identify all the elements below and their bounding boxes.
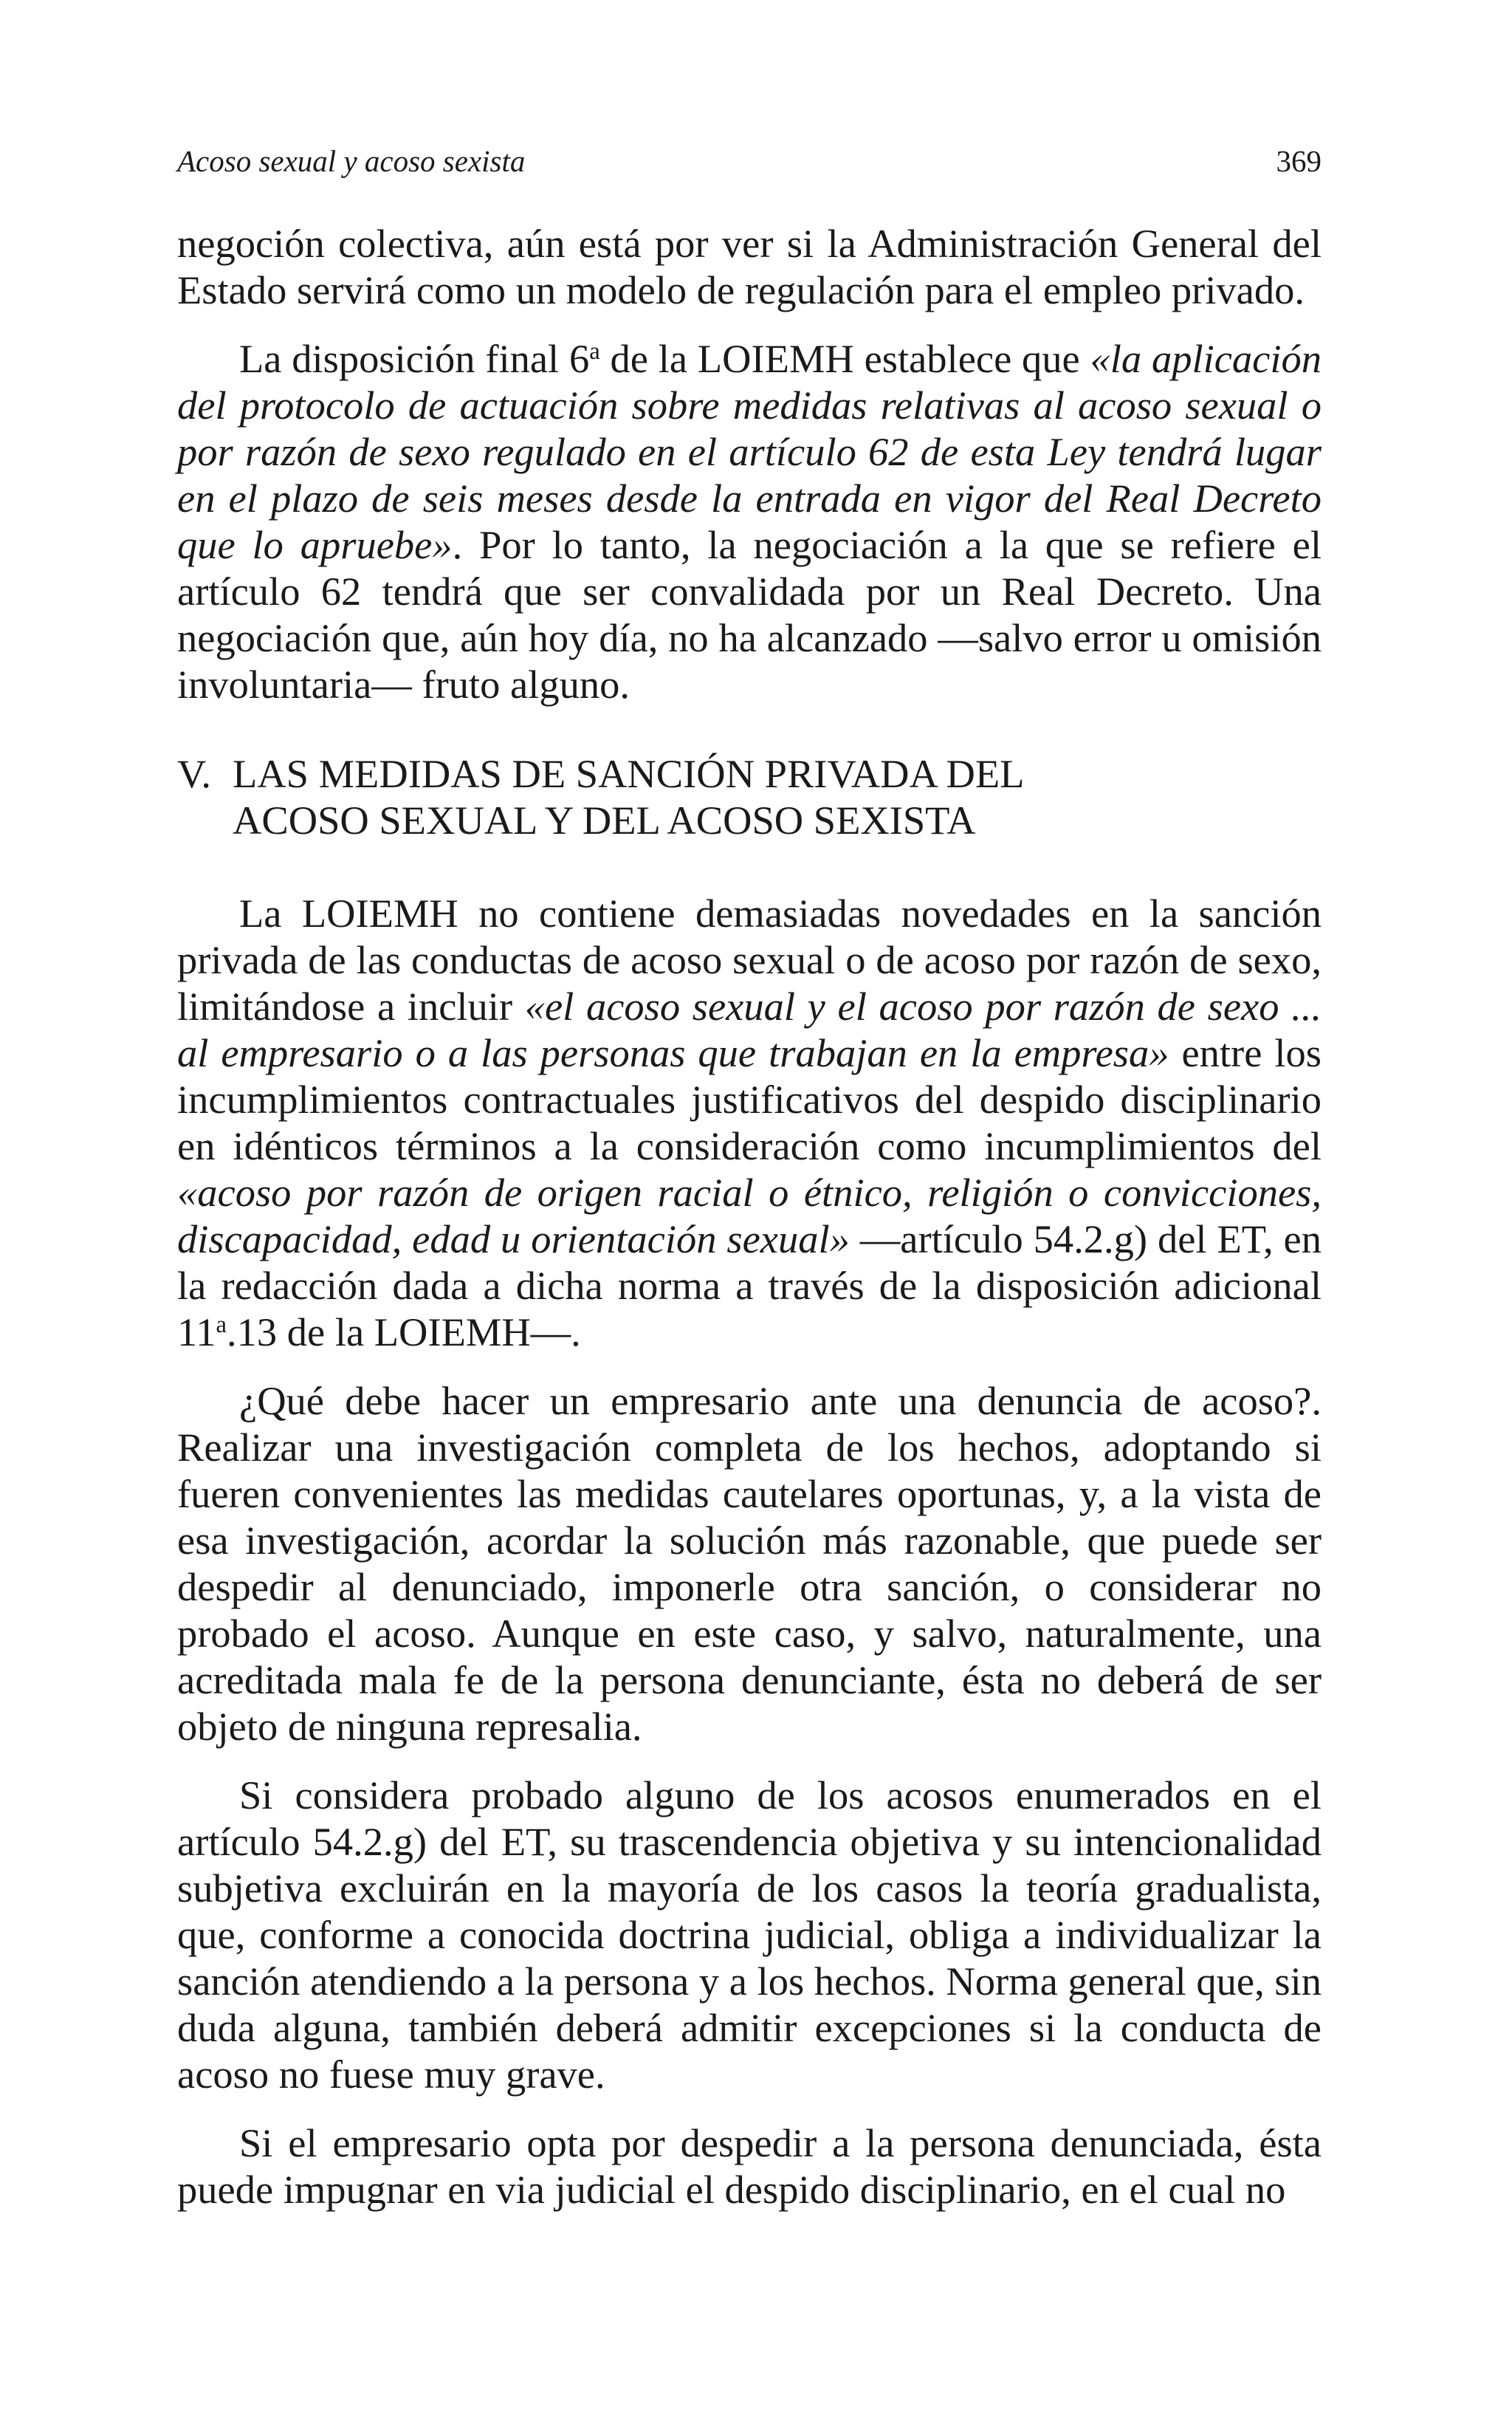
text-run: .13 de la LOIEMH—. (227, 1309, 581, 1354)
running-header (177, 139, 1322, 183)
text-run: de la LOIEMH establece que (599, 336, 1090, 381)
superscript: a (589, 338, 600, 366)
quotation: «la aplicación del protocolo de actuación sobre medidas relativas al acoso sexual o por razón de sexo regulado en el artículo 62 de esta Ley tendrá lugar en el plazo de seis meses desde la entrada en vigor del Real Decreto que lo apruebe» (177, 336, 1322, 567)
running-title: Acoso sexual y acoso sexista (177, 144, 526, 178)
page-body (177, 220, 1322, 2235)
paragraph-despido: Si el empresario opta por despedir a la persona denunciada, ésta puede impugnar en via judicial el despido disciplinario, en el cual no (177, 2120, 1322, 2212)
paragraph-disposicion-final (177, 335, 1322, 708)
text-run: . Por lo tanto, la negociación a la que se refiere el artículo 62 tendrá que ser convalidada por un Real Decreto. Una negociación que, aún hoy día, no ha alcanzado —salvo error u omisión involuntaria— fruto alguno. (177, 522, 1322, 707)
quotation: «el acoso sexual y el acoso por razón de sexo ... al empresario o a las personas que trabajan en la empresa» (177, 984, 1322, 1075)
quotation: «acoso por razón de origen racial o étnico, religión o convicciones, discapacidad, edad u orientación sexual» (177, 1170, 1322, 1261)
page-number: 369 (1276, 144, 1322, 178)
section-title: LAS MEDIDAS DE SANCIÓN PRIVADA DEL ACOSO SEXUAL Y DEL ACOSO SEXISTA (233, 751, 1023, 843)
section-heading (177, 750, 1322, 843)
text-run: La disposición final 6 (239, 336, 590, 381)
paragraph-continuation: negoción colectiva, aún está por ver si la Administración General del Estado servirá como un modelo de regulación para el empleo privado. (177, 221, 1322, 312)
paragraph-empresario-denuncia: ¿Qué debe hacer un empresario ante una denuncia de acoso?. Realizar una investigación completa de los hechos, adoptando si fueren convenientes las medidas cautelares oportunas, y, a la vista de esa investigación, acordar la solución más razonable, que puede ser despedir al denunciado, imponerle otra sanción, o considerar no probado el acoso. Aunque en este caso, y salvo, naturalmente, una acreditada mala fe de la persona denunciante, ésta no deberá de ser objeto de ninguna represalia. (177, 1378, 1322, 1749)
superscript: a (216, 1312, 227, 1339)
text-run: entre los incumplimientos contractuales justificativos del despido disciplinario en idénticos términos a la consideración como incumplimientos del (177, 1030, 1322, 1168)
text-run: —artículo 54.2.g) del ET, en la redacción dada a dicha norma a través de la disposición adicional 11 (177, 1216, 1322, 1354)
paragraph-loiemh-sancion (177, 890, 1322, 1355)
section-number: V. (177, 751, 211, 796)
paragraph-teoria-gradualista: Si considera probado alguno de los acosos enumerados en el artículo 54.2.g) del ET, su trascendencia objetiva y su intencionalidad subjetiva excluirán en la mayoría de los casos la teoría gradualista, que, conforme a conocida doctrina judicial, obliga a individualizar la sanción atendiendo a la persona y a los hechos. Norma general que, sin duda alguna, también deberá admitir excepciones si la conducta de acoso no fuese muy grave. (177, 1772, 1322, 2097)
text-run: La LOIEMH no contiene demasiadas novedades en la sanción privada de las conductas de acoso sexual o de acoso por razón de sexo, limitándose a incluir (177, 891, 1322, 1029)
